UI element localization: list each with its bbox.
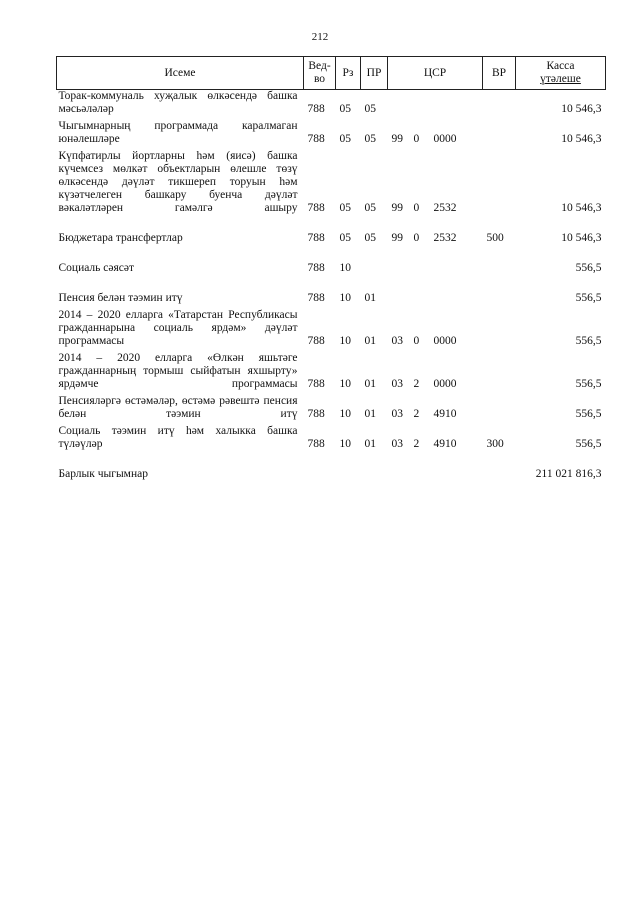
row-vedo [304, 455, 336, 485]
row-rz: 05 [339, 133, 351, 145]
row-csr3: 2532 [433, 232, 457, 244]
table-row [57, 425, 606, 455]
row-csr [388, 249, 483, 279]
table-row [57, 279, 606, 309]
row-pr: 05 [364, 133, 376, 145]
row-amount: 10 546,3 [561, 232, 602, 244]
row-name: Чыгымнарның программада каралмаган юнәлешләре [58, 120, 298, 145]
row-pr: 01 [364, 378, 376, 390]
row-vr: 500 [486, 232, 504, 244]
row-vr [483, 150, 516, 219]
row-amount: 10 546,3 [561, 103, 602, 115]
row-pr: 01 [364, 335, 376, 347]
row-amount: 556,5 [575, 335, 602, 347]
table-row [57, 219, 606, 249]
row-csr2: 0 [413, 232, 420, 244]
row-csr2: 2 [413, 378, 420, 390]
header-kassa [516, 57, 606, 90]
row-csr [388, 455, 483, 485]
row-name: 2014 – 2020 елларга «Татарстан Республикасы гражданнарына социаль ярдәм» дәүләт программасы [58, 309, 298, 347]
row-csr3: 0000 [433, 335, 457, 347]
row-csr3: 4910 [433, 408, 457, 420]
row-csr3: 0000 [433, 133, 457, 145]
row-amount: 556,5 [575, 438, 602, 450]
row-vr [483, 395, 516, 425]
row-amount: 556,5 [575, 408, 602, 420]
header-name: Исеме [57, 57, 304, 90]
header-vedo [304, 57, 336, 90]
row-csr1: 99 [391, 133, 403, 145]
table-row [57, 90, 606, 121]
row-vr: 300 [486, 438, 504, 450]
row-vedo: 788 [307, 202, 325, 214]
row-csr1: 03 [391, 378, 403, 390]
row-rz: 10 [339, 408, 351, 420]
row-rz [336, 455, 361, 485]
row-csr [388, 150, 483, 219]
header-pr: ПР [361, 57, 388, 90]
row-pr: 05 [364, 232, 376, 244]
header-vr: ВР [483, 57, 516, 90]
row-rz: 05 [339, 103, 351, 115]
row-csr1: 99 [391, 202, 403, 214]
row-vedo: 788 [307, 292, 325, 304]
table-row [57, 120, 606, 150]
row-vr [483, 352, 516, 395]
row-vedo: 788 [307, 262, 325, 274]
row-vr [483, 455, 516, 485]
row-csr [388, 425, 483, 455]
page-number: 212 [311, 31, 329, 43]
row-csr2: 0 [413, 335, 420, 347]
row-name: Бюджетара трансфертлар [58, 232, 183, 244]
row-name: Күпфатирлы йортларны һәм (яисә) башка күчемсез мөлкәт объектларын өлешле төзү өлкәсендә дәүләт тикшереп торуын һәм күзәтчелеген башкару буенча дәүләт вәкаләтләрен гамәлгә ашыру [58, 150, 298, 214]
row-csr [388, 352, 483, 395]
row-pr: 01 [364, 292, 376, 304]
row-csr [388, 90, 483, 121]
row-vr [483, 279, 516, 309]
row-name: Пенсияләргә өстәмәләр, өстәмә рәвештә пенсия белән тәэмин итү [58, 395, 298, 420]
table-row [57, 249, 606, 279]
row-name: Торак-коммуналь хуҗалык өлкәсендә башка мәсьәләләр [58, 90, 298, 115]
row-name: Барлык чыгымнар [58, 468, 148, 480]
row-csr [388, 279, 483, 309]
header-csr: ЦСР [388, 57, 483, 90]
row-csr2: 0 [413, 202, 420, 214]
row-csr1: 03 [391, 335, 403, 347]
row-rz: 10 [339, 378, 351, 390]
row-vedo: 788 [307, 133, 325, 145]
table-body [57, 90, 606, 486]
row-csr1: 03 [391, 408, 403, 420]
header-kassa-line1: Касса [546, 60, 575, 72]
row-pr: 01 [364, 438, 376, 450]
table-row [57, 395, 606, 425]
row-rz: 10 [339, 438, 351, 450]
row-rz: 10 [339, 292, 351, 304]
row-vedo: 788 [307, 232, 325, 244]
table-row [57, 455, 606, 485]
row-amount: 10 546,3 [561, 202, 602, 214]
row-amount: 556,5 [575, 378, 602, 390]
row-name: Пенсия белән тәэмин итү [58, 292, 183, 304]
row-pr [361, 455, 388, 485]
row-amount: 211 021 816,3 [535, 468, 602, 480]
row-vr [483, 249, 516, 279]
table-row [57, 150, 606, 219]
row-vedo: 788 [307, 378, 325, 390]
row-pr [361, 249, 388, 279]
row-amount: 556,5 [575, 292, 602, 304]
header-kassa-line2: үтәлеше [540, 73, 581, 85]
row-csr2: 2 [413, 438, 420, 450]
row-vr [483, 90, 516, 121]
table-header [57, 57, 606, 90]
row-vedo: 788 [307, 103, 325, 115]
header-vedo-line1: Вед- [308, 60, 331, 72]
row-vedo: 788 [307, 408, 325, 420]
row-name: Социаль тәэмин итү һәм халыкка башка түләүләр [58, 425, 298, 450]
row-csr3: 0000 [433, 378, 457, 390]
row-csr [388, 120, 483, 150]
row-csr2: 2 [413, 408, 420, 420]
row-vr [483, 309, 516, 352]
row-vr [483, 120, 516, 150]
header-vedo-line2: во [313, 73, 326, 85]
row-name: Социаль сәясәт [58, 262, 135, 274]
row-amount: 556,5 [575, 262, 602, 274]
row-rz: 05 [339, 232, 351, 244]
table-row [57, 309, 606, 352]
row-rz: 10 [339, 335, 351, 347]
row-csr1: 03 [391, 438, 403, 450]
row-csr3: 4910 [433, 438, 457, 450]
row-name: 2014 – 2020 елларга «Өлкән яшьтәге гражданнарның тормыш сыйфатын яхшырту» ярдәмче программасы [58, 352, 298, 390]
row-rz: 10 [339, 262, 351, 274]
row-rz: 05 [339, 202, 351, 214]
row-vedo: 788 [307, 438, 325, 450]
row-csr2: 0 [413, 133, 420, 145]
row-pr: 05 [364, 103, 376, 115]
row-csr1: 99 [391, 232, 403, 244]
table-row [57, 352, 606, 395]
row-csr [388, 395, 483, 425]
row-csr3: 2532 [433, 202, 457, 214]
row-pr: 05 [364, 202, 376, 214]
header-rz: Рз [336, 57, 361, 90]
row-csr [388, 219, 483, 249]
row-csr [388, 309, 483, 352]
expenditure-table [56, 56, 606, 485]
row-amount: 10 546,3 [561, 133, 602, 145]
row-pr: 01 [364, 408, 376, 420]
row-vedo: 788 [307, 335, 325, 347]
